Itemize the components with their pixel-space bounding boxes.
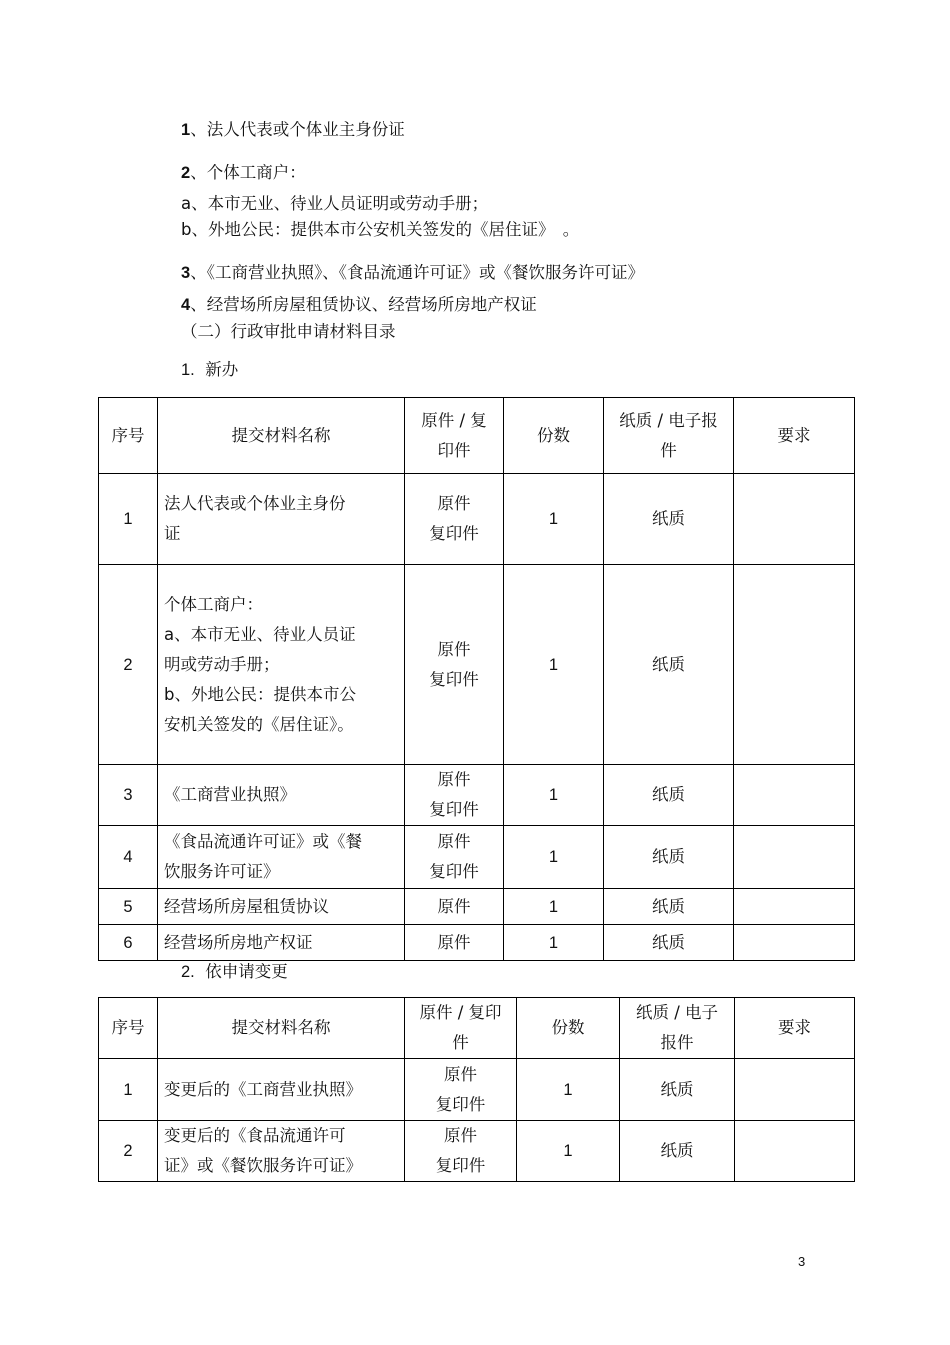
material-name-cell: 变更后的《食品流通许可 证》或《餐饮服务许可证》 bbox=[158, 1121, 405, 1182]
subsection-title-new bbox=[181, 359, 238, 381]
requirement-cell bbox=[734, 765, 855, 826]
medium-cell: 纸质 bbox=[620, 1059, 735, 1121]
header-cell: 份数 bbox=[504, 398, 604, 474]
list-text: 、个体工商户： bbox=[190, 163, 306, 182]
header-cell: 提交材料名称 bbox=[158, 398, 405, 474]
list-item-4 bbox=[181, 294, 537, 316]
medium-cell: 纸质 bbox=[604, 765, 734, 826]
material-name-cell: 《食品流通许可证》或《餐 饮服务许可证》 bbox=[158, 826, 405, 889]
table-row bbox=[99, 925, 855, 961]
count-cell: 1 bbox=[504, 826, 604, 889]
count-cell: 1 bbox=[517, 1059, 620, 1121]
document-type-cell: 原件 复印件 bbox=[405, 765, 504, 826]
seq-cell: 3 bbox=[99, 765, 158, 826]
table-header-row bbox=[99, 398, 855, 474]
document-type-cell: 原件 复印件 bbox=[405, 1121, 517, 1182]
medium-cell: 纸质 bbox=[604, 889, 734, 925]
subsection-title-change bbox=[181, 961, 288, 983]
list-text: 、经营场所房屋租赁协议、经营场所房地产权证 bbox=[190, 295, 537, 314]
requirement-cell bbox=[735, 1059, 855, 1121]
header-cell: 要求 bbox=[734, 398, 855, 474]
seq-cell: 1 bbox=[99, 474, 158, 565]
subsection-label: 新办 bbox=[205, 360, 239, 379]
count-cell: 1 bbox=[504, 889, 604, 925]
medium-cell: 纸质 bbox=[604, 565, 734, 765]
medium-cell: 纸质 bbox=[604, 925, 734, 961]
medium-cell: 纸质 bbox=[604, 826, 734, 889]
table-header-row bbox=[99, 998, 855, 1059]
requirement-cell bbox=[735, 1121, 855, 1182]
seq-cell: 4 bbox=[99, 826, 158, 889]
table-row bbox=[99, 889, 855, 925]
requirement-cell bbox=[734, 925, 855, 961]
table-row bbox=[99, 765, 855, 826]
materials-table-change bbox=[98, 997, 855, 1182]
material-name-cell: 经营场所房屋租赁协议 bbox=[158, 889, 405, 925]
document-type-cell: 原件 bbox=[405, 889, 504, 925]
seq-cell: 2 bbox=[99, 565, 158, 765]
count-cell: 1 bbox=[504, 565, 604, 765]
list-item-1 bbox=[181, 119, 405, 141]
material-name-cell: 法人代表或个体业主身份 证 bbox=[158, 474, 405, 565]
seq-cell: 6 bbox=[99, 925, 158, 961]
subsection-number: 1. bbox=[181, 361, 195, 379]
header-cell: 份数 bbox=[517, 998, 620, 1059]
list-subitem-a: a、本市无业、待业人员证明或劳动手册； bbox=[181, 194, 489, 213]
table-row bbox=[99, 1059, 855, 1121]
count-cell: 1 bbox=[517, 1121, 620, 1182]
table-row bbox=[99, 826, 855, 889]
list-subitem-b: b、外地公民：提供本市公安机关签发的《居住证》 。 bbox=[181, 220, 580, 239]
list-item-3 bbox=[181, 262, 644, 284]
material-name-cell: 经营场所房地产权证 bbox=[158, 925, 405, 961]
section-title: （二）行政审批申请材料目录 bbox=[181, 322, 396, 341]
header-cell: 序号 bbox=[99, 998, 158, 1059]
medium-cell: 纸质 bbox=[604, 474, 734, 565]
header-cell: 要求 bbox=[735, 998, 855, 1059]
table-row bbox=[99, 474, 855, 565]
document-type-cell: 原件 复印件 bbox=[405, 474, 504, 565]
list-number: 4 bbox=[181, 296, 191, 314]
document-type-cell: 原件 复印件 bbox=[405, 1059, 517, 1121]
material-name-cell: 变更后的《工商营业执照》 bbox=[158, 1059, 405, 1121]
subsection-label: 依申请变更 bbox=[205, 962, 288, 981]
header-cell: 提交材料名称 bbox=[158, 998, 405, 1059]
requirement-cell bbox=[734, 889, 855, 925]
list-item-2 bbox=[181, 162, 306, 184]
medium-cell: 纸质 bbox=[620, 1121, 735, 1182]
requirement-cell bbox=[734, 826, 855, 889]
header-cell: 序号 bbox=[99, 398, 158, 474]
material-name-cell: 个体工商户： a、本市无业、待业人员证 明或劳动手册； b、外地公民：提供本市公 安机关签发的《居住证》。 bbox=[158, 565, 405, 765]
header-cell: 原件 / 复 印件 bbox=[405, 398, 504, 474]
list-number: 3 bbox=[181, 264, 191, 282]
seq-cell: 1 bbox=[99, 1059, 158, 1121]
header-cell: 纸质 / 电子报 件 bbox=[604, 398, 734, 474]
seq-cell: 5 bbox=[99, 889, 158, 925]
list-text: 、《工商营业执照》、《食品流通许可证》或《餐饮服务许可证》 bbox=[190, 263, 644, 282]
page-number: 3 bbox=[798, 1254, 806, 1269]
material-name-cell: 《工商营业执照》 bbox=[158, 765, 405, 826]
count-cell: 1 bbox=[504, 474, 604, 565]
document-type-cell: 原件 复印件 bbox=[405, 565, 504, 765]
requirement-cell bbox=[734, 474, 855, 565]
count-cell: 1 bbox=[504, 925, 604, 961]
document-type-cell: 原件 复印件 bbox=[405, 826, 504, 889]
header-cell: 纸质 / 电子 报件 bbox=[620, 998, 735, 1059]
table-row bbox=[99, 565, 855, 765]
seq-cell: 2 bbox=[99, 1121, 158, 1182]
list-text: 、法人代表或个体业主身份证 bbox=[190, 120, 405, 139]
materials-table-new bbox=[98, 397, 855, 961]
table-row bbox=[99, 1121, 855, 1182]
subsection-number: 2. bbox=[181, 963, 195, 981]
document-type-cell: 原件 bbox=[405, 925, 504, 961]
header-cell: 原件 / 复印 件 bbox=[405, 998, 517, 1059]
requirement-cell bbox=[734, 565, 855, 765]
list-number: 2 bbox=[181, 164, 191, 182]
list-number: 1 bbox=[181, 121, 191, 139]
count-cell: 1 bbox=[504, 765, 604, 826]
